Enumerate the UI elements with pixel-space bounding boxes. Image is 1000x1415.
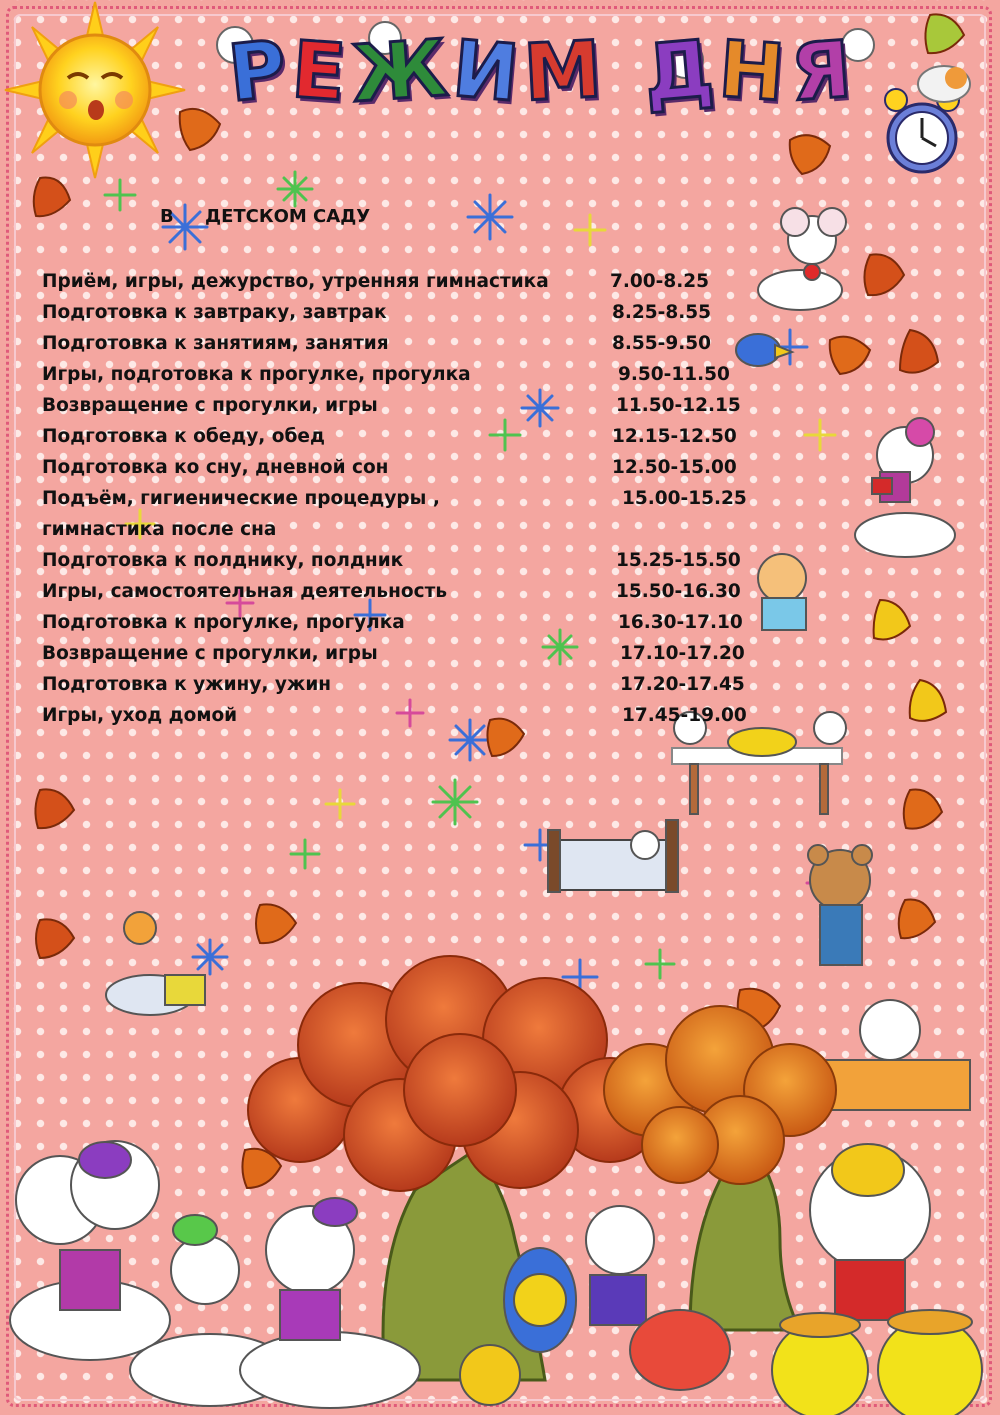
schedule-row: [42, 328, 802, 359]
title-letter: М: [522, 25, 605, 119]
schedule-row: [42, 545, 802, 576]
activity: Подготовка к ужину, ужин: [42, 674, 332, 695]
activity: Возвращение с прогулки, игры: [42, 643, 378, 664]
schedule-row: [42, 266, 802, 297]
schedule-row: [42, 638, 802, 669]
time-range: 17.10-17.20: [620, 643, 745, 664]
alarm-clock-icon: [885, 66, 970, 172]
time-range: 17.45-19.00: [622, 705, 747, 726]
activity: Подготовка к прогулке, прогулка: [42, 612, 405, 633]
schedule-row: [42, 483, 802, 545]
time-range: 9.50-11.50: [618, 364, 730, 385]
time-range: 7.00-8.25: [610, 271, 709, 292]
title-letter: И: [449, 24, 523, 120]
time-range: 8.55-9.50: [612, 333, 711, 354]
activity: Игры, уход домой: [42, 705, 238, 726]
time-range: 11.50-12.15: [616, 395, 741, 416]
schedule-row: [42, 700, 802, 731]
title-letter: Д: [640, 24, 718, 120]
page-title: [190, 22, 890, 122]
title-letter: Ж: [348, 23, 451, 121]
activity: Приём, игры, дежурство, утренняя гимнастика: [42, 271, 549, 292]
title-letter: Н: [716, 24, 788, 120]
subtitle: В ДЕТСКОМ САДУ: [160, 206, 371, 227]
time-range: 15.00-15.25: [622, 488, 747, 509]
schedule-row: [42, 452, 802, 483]
activity: Подъём, гигиенические процедуры ,: [42, 488, 440, 509]
schedule-row: [42, 576, 802, 607]
activity-continued: гимнастика после сна: [42, 519, 277, 540]
sun-icon: [5, 2, 185, 178]
time-range: 8.25-8.55: [612, 302, 711, 323]
time-range: 15.25-15.50: [616, 550, 741, 571]
schedule-row: [42, 421, 802, 452]
activity: Игры, самостоятельная деятельность: [42, 581, 448, 602]
time-range: 12.50-15.00: [612, 457, 737, 478]
schedule-row: [42, 669, 802, 700]
schedule-row: [42, 607, 802, 638]
title-letter: Я: [787, 25, 854, 119]
title-letter: Е: [289, 25, 349, 119]
time-range: 12.15-12.50: [612, 426, 737, 447]
schedule-row: [42, 390, 802, 421]
title-letter: Р: [224, 24, 291, 120]
activity: Подготовка ко сну, дневной сон: [42, 457, 389, 478]
schedule-row: [42, 359, 802, 390]
activity: Игры, подготовка к прогулке, прогулка: [42, 364, 471, 385]
schedule-row: [42, 297, 802, 328]
activity: Подготовка к занятиям, занятия: [42, 333, 389, 354]
activity: Подготовка к завтраку, завтрак: [42, 302, 387, 323]
activity: Возвращение с прогулки, игры: [42, 395, 378, 416]
time-range: 15.50-16.30: [616, 581, 741, 602]
time-range: 17.20-17.45: [620, 674, 745, 695]
time-range: 16.30-17.10: [618, 612, 743, 633]
activity: Подготовка к обеду, обед: [42, 426, 325, 447]
activity: Подготовка к полднику, полдник: [42, 550, 404, 571]
schedule-table: [42, 266, 802, 731]
